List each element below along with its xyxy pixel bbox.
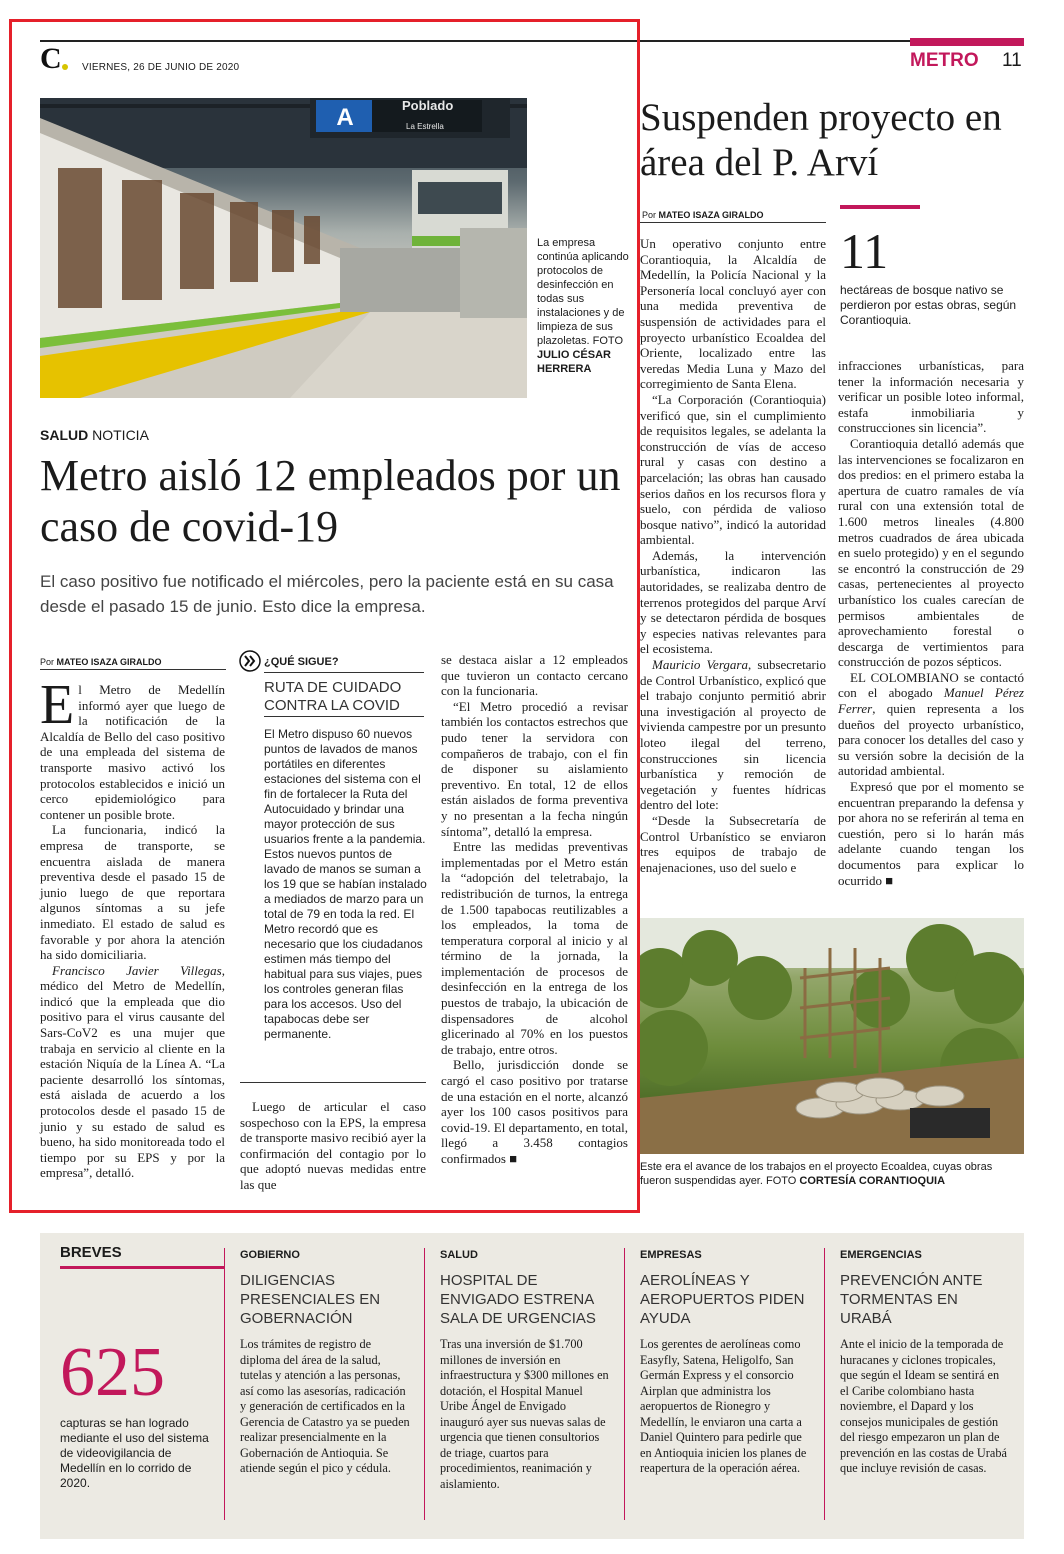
right-byline-rule — [640, 222, 826, 223]
drop-cap: E — [40, 674, 75, 736]
breves-title: BREVES — [60, 1244, 122, 1261]
photo-credit-name: JULIO CÉSAR HERRERA — [537, 349, 611, 375]
breve-category: EMERGENCIAS — [840, 1249, 922, 1261]
right-paragraph-3: Además, la intervención urbanística, indicaron las autoridades, se realizaba dentro de terrenos protegidos del parque Arví y se detectaron pérdida de bosques y especies nativas relevantes para el ecosistema. — [640, 547, 826, 657]
right-paragraph-8 — [838, 670, 1024, 779]
breves-divider-1 — [224, 1248, 225, 1520]
breve-title: HOSPITAL DE ENVIGADO ESTRENA SALA DE URGENCIAS — [440, 1272, 596, 1327]
highlight-frame — [9, 19, 640, 1213]
ecoaldea-construction-photo — [640, 918, 1024, 1154]
right-byline-prefix: Por — [642, 210, 657, 220]
right-paragraph-5: “Desde la Subsecretaría de Control Urbanístico se enviaron tres equipos de trabajo de enajenaciones, uso del suelo e — [640, 812, 826, 875]
right-paragraph-7: Corantioquia detalló además que las intervenciones se focalizaron en dos predios: en el primero estaba la apertura de cuatro ramales de vía rural con una extensión total de 1.600 metros lineales (4.800 metros cuadrados de área ubicada en suelo protegido) y en el segundo se encontró la construcción de 29 casas, pertenecientes al proyecto urbanístico los cuales carecían de permisos ambientales de aprovechamiento forestal o descarga de vertimientos para construcción de pozos sépticos. — [838, 435, 1024, 670]
right-paragraph-1: Un operativo conjunto entre Corantioquia, la Alcaldía de Medellín, la Policía Nacional y la Personería local concluyó ayer con una medida preventiva de suspensión de actividades para el proyecto urbanístico Ecoaldea del Oriente, localizado entre las veredas Media Luna y Mazo del corregimiento de Santa Elena. — [640, 236, 826, 392]
forest-credit-name: CORTESÍA CORANTIOQUIA — [799, 1175, 946, 1187]
quoted-official-name: Mauricio Vergara — [652, 657, 748, 673]
right-paragraph-2: “La Corporación (Corantioquia) verificó que, sin el cumplimiento de requisitos legales, se adelanta la construcción de vías de acceso rural y casas con destino a parcelación; las obras han causado serios daños en los recursos flora y suelo, con pérdida de valioso bosque nativo”, indicó la autoridad ambiental. — [640, 391, 826, 548]
breve-title: AEROLÍNEAS Y AEROPUERTOS PIDEN AYUDA — [640, 1272, 805, 1327]
photo-caption-text: La empresa continúa aplicando protocolos de desinfección en todas sus instalaciones y de limpieza de sus plazoletas. — [537, 237, 629, 347]
breves-divider-4 — [824, 1248, 825, 1520]
main-paragraph-8: Bello, jurisdicción donde se cargó el caso positivo por tratarse de una estación en el norte, alcanzó ayer los 100 casos positivos para covid-19. El departamento, en total, llegó a 3.458 contagios confirmados ■ — [441, 1057, 628, 1166]
breve-text: Los gerentes de aerolíneas como Easyfly, Satena, Heligolfo, San Germán Express y el consorcio Airplan que administra los aeropuertos de Rionegro y Medellín, le enviaron una carta a Daniel Quintero para pedirle que en Antioquia inicien los planes de reapertura de la operación aérea. — [640, 1337, 807, 1475]
sidebar-label: ¿QUÉ SIGUE? — [264, 656, 339, 668]
right-headline: Suspenden proyecto en área del P. Arví — [640, 96, 1002, 184]
breves-stat-text: capturas se han logrado mediante el uso del sistema de videovigilancia de Medellín en lo corrido de 2020. — [60, 1416, 209, 1490]
stat-number: 11 — [840, 223, 889, 279]
right-paragraph-8-b: , quien representa a los dueños del proyecto urbanístico, para conocer los detalles del caso y su versión sobre la decisión de la autoridad ambiental. — [838, 701, 1024, 779]
right-paragraph-9: Expresó que por el momento se encuentran preparando la defensa y por ahora no se referirán al tema en cuestión, pero si lo harán más adelante cuando tengan los documentos para explicar lo ocurrido ■ — [838, 779, 1024, 888]
quoted-lawyer-name: Manuel Pérez Ferrer — [838, 685, 1024, 717]
breve-category: SALUD — [440, 1249, 478, 1261]
main-paragraph-5: se destaca aislar a 12 empleados que tuvieron un contacto cercano con la funcionaria. — [441, 652, 628, 699]
right-column-1 — [640, 236, 826, 875]
main-paragraph-3-text: , médico del Metro de Medellín, indicó que la empleada que dio positivo para el virus causante del Sars-CoV2 es una mujer que trabaja en servicio al cliente en la estación Niquía de la Línea A. “La paciente desarrolló los síntomas, está aislada de acuerdo a los protocolos desde el pasado 15 de junio y su estado de salud es bueno, ha sido monitoreada todo el tiempo por su EPS y por la empresa”, detalló. — [40, 962, 225, 1181]
breves-underline — [60, 1266, 224, 1269]
right-paragraph-8-a: se contactó con el abogado — [838, 669, 1024, 701]
breve-category: EMPRESAS — [640, 1249, 702, 1261]
main-paragraph-7: Entre las medidas preventivas implementadas por el Metro están la “adopción del teletrabajo, la redistribución de turnos, la entrega de 1.500 tapabocas reutilizables a los empleados, la toma de temperatura corporal al inicio y al término de la jornada, la implementación de procesos de desinfección en la entrega de los puestos de trabajo, la ubicación de dispensadores de alcohol glicerinado al 70% en los puestos de trabajo, entre otros. — [441, 839, 628, 1057]
main-headline: Metro aisló 12 empleados por un caso de covid-19 — [40, 451, 621, 551]
forest-caption-text: Este era el avance de los trabajos en el proyecto Ecoaldea, cuyas obras fueron suspendidas ayer. — [640, 1161, 993, 1187]
quoted-doctor-name: Francisco Javier Villegas — [52, 962, 222, 978]
breve-item-empresas — [640, 1248, 810, 1477]
byline-name: MATEO ISAZA GIRALDO — [56, 657, 162, 667]
forest-credit-prefix: FOTO — [765, 1175, 797, 1187]
station-sign-title: Poblado — [402, 98, 454, 113]
main-paragraph-4: Luego de articular el caso sospechoso con la EPS, la empresa de transporte masivo recibió ayer la confirmación del contagio por lo que adoptó nuevas medidas entre las que — [240, 1099, 426, 1192]
breve-item-salud — [440, 1248, 610, 1492]
byline-prefix: Por — [40, 657, 55, 667]
section-name: METRO — [910, 50, 979, 71]
right-byline — [642, 209, 764, 221]
station-sign-direction: La Estrella — [406, 122, 444, 131]
stat-text: hectáreas de bosque nativo se perdieron por estas obras, según Corantioquia. — [840, 283, 1017, 327]
breves-stat-number: 625 — [60, 1334, 165, 1411]
main-paragraph-2: La funcionaria, indicó la empresa de transporte, se encuentra aislada de manera preventiva desde el pasado 15 de junio luego de que reportara algunos síntomas a su jefe inmediato. El estado de salud es favorable y por ahora la atención ha sido domiciliaria. — [40, 822, 225, 963]
newspaper-logo: C — [40, 42, 62, 75]
breve-item-gobierno — [240, 1248, 410, 1477]
forest-photo-illustration — [640, 918, 1024, 1154]
sidebar-text: El Metro dispuso 60 nuevos puntos de lavados de manos portátiles en diferentes estaciones del sistema con el fin de fortalecer la Ruta del Autocuidado y brindar una mayor protección de sus usuarios frente a la pandemia. Estos nuevos puntos de lavado de manos se suman a los 19 que se habían instalado a mediados de marzo para un total de 79 en toda la red. El Metro recordó que es necesario que los ciudadanos estimen más tiempo del habitual para sus viajes, pues los controles generan filas para los accesos. Uso del tapabocas debe ser permanente. — [264, 727, 427, 1041]
kicker-section: SALUD — [40, 427, 89, 443]
page-number: 11 — [1002, 50, 1022, 71]
breve-title: DILIGENCIAS PRESENCIALES EN GOBERNACIÓN — [240, 1272, 381, 1327]
edition-date: VIERNES, 26 DE JUNIO DE 2020 — [82, 62, 240, 73]
stat-bar — [840, 205, 920, 209]
breve-category: GOBIERNO — [240, 1249, 300, 1261]
kicker-type: NOTICIA — [92, 427, 149, 443]
right-paragraph-4-text: , subsecretario de Control Urbanístico, explicó que el trabajo conjunto permitió abrir una investigación al proyecto de vivienda campestre por un presunto loteo ilegal del terreno, construcciones sin licencia urbanística y remoción de vegetación y fuentes hídricas dentro del lote: — [640, 657, 826, 813]
right-paragraph-4 — [640, 657, 826, 813]
main-paragraph-6: “El Metro procedió a revisar también los contactos estrechos que pudo tener la servidora con compañeros de trabajo, con el fin de disponer su aislamiento preventivo. En total, 12 de ellos están aislados de forma preventiva y no presentan a la fecha ningún síntoma”, detalló la empresa. — [441, 698, 628, 839]
right-byline-name: MATEO ISAZA GIRALDO — [658, 210, 764, 220]
sidebar-title: RUTA DE CUIDADO CONTRA LA COVID — [264, 679, 402, 714]
breves-divider-2 — [424, 1248, 425, 1520]
main-paragraph-1: l Metro de Medellín informó ayer que luego de la notificación de la Alcaldía de Bello del caso positivo de una empleada del sistema de transporte masivo activó los protocolos establecidos e inició un cerco epidemiológico para contener un posible brote. — [40, 682, 225, 822]
right-paragraph-6: infracciones urbanísticas, para tener la información necesaria y verificar un posible loteo informal, estafa inmobiliaria y construcciones sin licencia”. — [838, 358, 1024, 436]
section-color-bar — [910, 38, 1024, 46]
photo-credit-prefix: FOTO — [592, 335, 624, 347]
forest-photo-credit — [766, 1175, 945, 1187]
main-deck: El caso positivo fue notificado el miércoles, pero la paciente está en su casa desde el pasado 15 de junio. Esto dice la empresa. — [40, 572, 614, 616]
breve-text: Tras una inversión de $1.700 millones de inversión en infraestructura y $300 millones en dotación, el Hospital Manuel Uribe Ángel de Envigado inauguró ayer sus nuevas salas de urgencia que tienen consultorios de triage, cuartos para procedimientos, reanimación y aislamiento. — [440, 1337, 609, 1491]
breve-item-emergencias — [840, 1248, 1010, 1477]
paper-name: EL COLOMBIANO — [850, 669, 959, 685]
breves-divider-3 — [624, 1248, 625, 1520]
right-column-2 — [838, 358, 1024, 888]
breve-text: Los trámites de registro de diploma del área de la salud, tutelas y atención a las personas, así como las asesorías, radicación y generación de certificados en la Gerencia de Catastro ya se pueden realizar presencialmente en la Gobernación de Antioquia. Se atiende según el pico y cédula. — [240, 1337, 410, 1475]
forest-photo-caption — [640, 1160, 1024, 1188]
line-a-sign: A — [336, 104, 354, 131]
breve-title: PREVENCIÓN ANTE TORMENTAS EN URABÁ — [840, 1272, 983, 1327]
breve-text: Ante el inicio de la temporada de huracanes y ciclones tropicales, que según el Ideam se sentirá en el Caribe colombiano hasta noviembre, el Dapard y los consejos municipales de gestión del riesgo empezaron un plan de prevención en las costas de Urabá que incluye revisión de casas. — [840, 1337, 1007, 1475]
